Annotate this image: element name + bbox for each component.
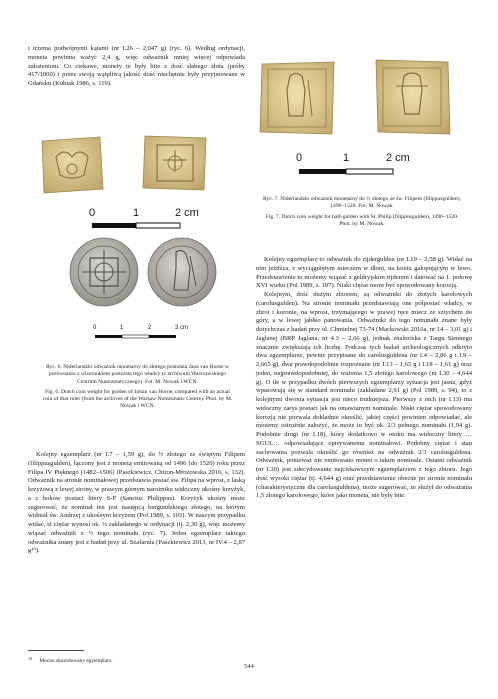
figure-7-weight-back xyxy=(372,56,452,138)
caption-polish: Ryc. 6. Niderlandzki odważnik monetarny do złotego postulata Jana van Horne w porównaniu z wizerunkiem postulata tego władcy (z archiwum Warszawskiego Centrum Numizmatycznego). Fot. M. Nowak i WCN. xyxy=(46,364,229,385)
paragraph: Kolejny egzemplarz (nr I.7 – 1,59 g), do ½ złotego ze świętym Filipem (filippusgulden), łączony jest z monetą emitowaną od 1496 (do 1520) roku przez Filipa IV Pięknego (1482–1506) (Paszkiewicz, Chiron-Mrozowska 2016, s. 132). Odważnik na stronie nominałowej przedstawia postać św. Filipa na wprost, z laską krzyżową z lewej strony, w prawym górnym narożniku widoczny ukośny krzyżyk, a z boków postaci litery S-P (Sanctus Philippus). Krzyżyk ukośny może sugerować, że nominał ten jest następcą burgundzkiego złotego, na którym widniał św. Andrzej z ukośnym krzyżem (Pol 1989, s. 103). W naszym przypadku widać, iż ciężar wynosi ok. ⅔ zakładanego w ordynacji (tj. 2,30 g), więc możemy wiązać odważnik z ½ tego nominału (ryc. 7). Jeden egzemplarz takiego odważnika znany jest z badań przy ul. Szafarnia (Paszkiewicz 2013, nr IV.4 – 2,87 g¹⁰). xyxy=(28,451,245,555)
scale-label-2: 2 cm xyxy=(175,207,199,219)
figure-6-coin-obverse xyxy=(68,236,140,308)
left-top-text xyxy=(28,45,245,89)
figure-7-weight-front xyxy=(256,58,338,138)
scale-label-2: 2 cm xyxy=(386,152,410,164)
caption-polish: Ryc. 7. Niderlandzki odważnik monetarny do ½ złotego ze św. Filipem (filippusgulden), 1496–1520. Fot. M. Nowak. xyxy=(263,196,461,210)
caption-english: Fig. 7. Dutch coin weight for half-gulden with St. Philip (filippusgulden), 1496–1520. Phot. by M. Nowak. xyxy=(265,213,459,227)
scale-bar-small-left xyxy=(86,325,196,341)
scale-label-1: 1 xyxy=(133,207,140,219)
scale-label-0: 0 xyxy=(296,152,303,164)
scale-label-3: 3 cm xyxy=(175,325,189,331)
scale-ruler xyxy=(286,168,426,176)
caption-english: Fig. 6. Dutch coin weight for golden of Johan van Horne, compared with an actual coin of that ruler (from the archives of the Warsaw Numismatic Centre). Phot. by M. Nowak i WCN. xyxy=(42,388,233,410)
figure-6-weight-back xyxy=(140,132,210,194)
footnote-text: Mocno skorodowany egzemplarz. xyxy=(39,658,113,664)
scale-bar-large-left xyxy=(78,207,208,231)
footnote-rule xyxy=(28,650,84,651)
right-column-text xyxy=(256,256,472,501)
figure-7-caption xyxy=(262,196,462,228)
scale-ruler xyxy=(78,222,208,230)
figure-6-coin-reverse xyxy=(146,236,218,308)
scale-label-2: 2 xyxy=(148,325,152,331)
scale-label-1: 1 xyxy=(120,325,124,331)
scale-bar-right xyxy=(286,152,426,178)
figure-6-caption xyxy=(40,364,235,411)
scale-label-0: 0 xyxy=(93,325,97,331)
scale-ruler xyxy=(86,334,196,340)
figure-6-weight-front xyxy=(38,135,106,195)
page-number: 544 xyxy=(244,663,254,670)
scale-label-0: 0 xyxy=(89,207,96,219)
paragraph: Kolejny egzemplarz to odważnik do rijdergulden (nr I.19 – 2,58 g). Widać na nim jeźdźca, z wyciągniętym mieczem w dłoni, na koniu galopującym w lewo. Przedstawienie to możemy wiązać z geldryjskim rijderem i datować na 1. połowę XVI wieku (Pol 1989, s. 107). Niski ciężar może być spowodowany korozją. xyxy=(256,256,472,290)
left-bottom-text xyxy=(28,451,245,556)
paragraph: i trzema podwójnymi kątami (nr I.26 – 2,047 g) (ryc. 6). Według ordynacji, moneta powinna ważyć 2,4 g, więc odważnik mniej więcej odpowiada założeniom. Co ciekawe, monety te były bite z dość słabego złota (próby 417/1000) i przez swoją wątpliwą jakość dość niechętnie były przyjmowane w Gdańsku (Kubiak 1986, s. 119). xyxy=(28,45,245,87)
paragraph: Kolejnym, dość dużym zbiorem, są odważniki do złotych karolowych (carolusgulden). Na stronie nominału przedstawiają one półpostać władcy, w zbroi i koronie, na wprost, trzymającego w prawej ręce miecz ze sztychem do góry, a w lewej jabłko panowania. Odważniki do tego nominału znane były dotychczas z badań przy ul. Chmielnej 73-74 (Mackowski 2016a, nr 14 – 3,01 g) i Jaglanej (BRP Jaglana, nr 4.3 – 2,66 g), jednak znaleziska z Targu Siennego znacznie zwiększają ich liczbę. Podczas tych badań archeologicznych odkryto dwa egzemplarze, pewnie przypisane do carolusguldena (nr I.4 – 2,86 g i I.9 – 2,665 g), dwa prawdopodobnie rozpoznane (nr I.13 – 1,65 g i I.18 – 1,61 g) oraz jeden, najprawdopodobniej, do ważenia 1,5 złotego karolowego (nr I.30 – 4,644 g). O ile w przypadku dwóch pierwszych egzemplarzy sytuacja jest jasna, gdyż wpasowują się w standard nominału (zakładane 2,91 g) (Pol 1989, s. 94), to z kolejnymi dwoma sytuacja jest nieco trudniejsza. Pierwszy z nich (nr I.13) ma widoczny zarys postaci jak na omawianym nominale. Niski ciężar spowodowany korozją nie pozwala dokładnie określić, jakiej części powinien odpowiadać, ale możemy ostrożnie założyć, że może to być ok. 2/3 pełnego nominału (1,94 g). Podobnie drugi (nr I.18), który dodatkowo w otoku ma widoczny litery …SGUL… odpowiadające opisywanemu nominałowi. Podobny ciężar i stan zachowania pozwala określić go również na odważnik 2/3 carolusguldena. Odważnik, ponieważ nie emitowano monet o takim nominale. Ostatni odważnik (nr I.30) jest zdecydowanie najciekawszym egzemplarzem z tego zbioru. Jego dość wysoki ciężar (tj. 4,644 g) oraz przedstawienie obecne po stronie nominału (charakterystyczne dla carolusguldena), może sugerować, że służył do odważania 1,5 złotego karolowego, które jako moneta, nie były bite. xyxy=(256,291,472,500)
scale-label-1: 1 xyxy=(343,152,350,164)
footnote-number: 10 xyxy=(28,656,32,661)
